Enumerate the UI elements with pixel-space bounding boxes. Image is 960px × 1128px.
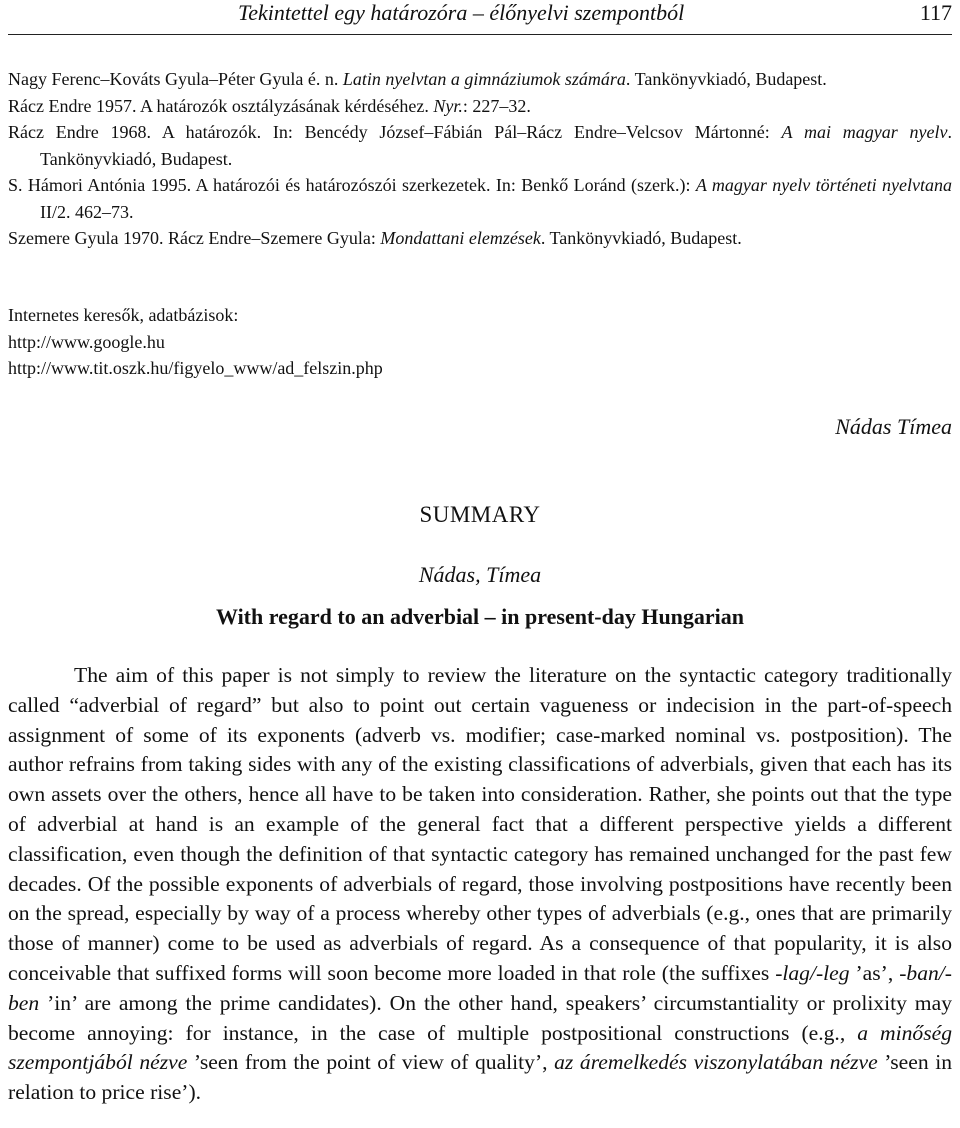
running-header [8, 0, 952, 30]
online-sources-heading: Internetes keresők, adatbázisok: [8, 305, 239, 325]
reference-entry: Rácz Endre 1957. A határozók osztályzásának kérdéséhez. Nyr.: 227–32. [8, 95, 531, 116]
reference-entry: Rácz Endre 1968. A határozók. In: Bencédy József–Fábián Pál–Rácz Endre–Velcsov Mártonné: A mai magyar nyelv. Tankönyvkiadó, Budapest. [8, 122, 952, 169]
running-title: Tekintettel egy határozóra – élőnyelvi szempontból [238, 0, 685, 25]
reference-entry: Nagy Ferenc–Kováts Gyula–Péter Gyula é. n. Latin nyelvtan a gimnáziumok számára. Tankönyvkiadó, Budapest. [8, 69, 827, 89]
reference-entry: Szemere Gyula 1970. Rácz Endre–Szemere Gyula: Mondattani elemzések. Tankönyvkiadó, Budapest. [8, 228, 742, 248]
summary-heading: SUMMARY [419, 502, 541, 527]
source-link[interactable]: http://www.google.hu [8, 331, 165, 352]
online-sources [8, 302, 383, 382]
summary-body: The aim of this paper is not simply to review the literature on the syntactic category traditionally called “adverbial of regard” but also to point out certain vagueness or indecision in the part-of-speech assignment of some of its exponents (adverb vs. modifier; case-marked nominal vs. postposition). The author refrains from taking sides with any of the existing classifications of adverbials, given that each has its own assets over the others, hence all have to be taken into consideration. Rather, she points out that the type of adverbial at hand is an example of the general fact that a different perspective yields a different classification, even though the definition of that syntactic category has remained unchanged for the past few decades. Of the possible exponents of adverbials of regard, those involving postpositions have recently been on the spread, especially by way of a process whereby other types of adverbials (e.g., ones that are primarily those of manner) come to be used as adverbials of regard. As a consequence of that popularity, it is also conceivable that suffixed forms will soon become more loaded in that role (the suffixes -lag/-leg ’as’, -ban/-ben ’in’ are among the prime candidates). On the other hand, speakers’ circumstantiality or prolixity may become annoying: for instance, in the case of multiple postpositional constructions (e.g., a minőség szempontjából nézve ’seen from the point of view of quality’, az áremelkedés viszonylatában nézve ’seen in relation to price rise’). [8, 663, 953, 1105]
reference-list [8, 66, 952, 252]
header-divider [8, 34, 952, 35]
source-link[interactable]: http://www.tit.oszk.hu/figyelo_www/ad_felszin.php [8, 358, 383, 378]
page-number: 117 [919, 0, 952, 25]
reference-entry: S. Hámori Antónia 1995. A határozói és határozószói szerkezetek. In: Benkő Loránd (szerk.): A magyar nyelv történeti nyelvtana II/2. 462–73. [8, 175, 953, 222]
author-signature: Nádas Tímea [835, 414, 952, 439]
summary-author: Nádas, Tímea [418, 562, 542, 587]
summary-title: With regard to an adverbial – in present-day Hungarian [215, 604, 745, 629]
